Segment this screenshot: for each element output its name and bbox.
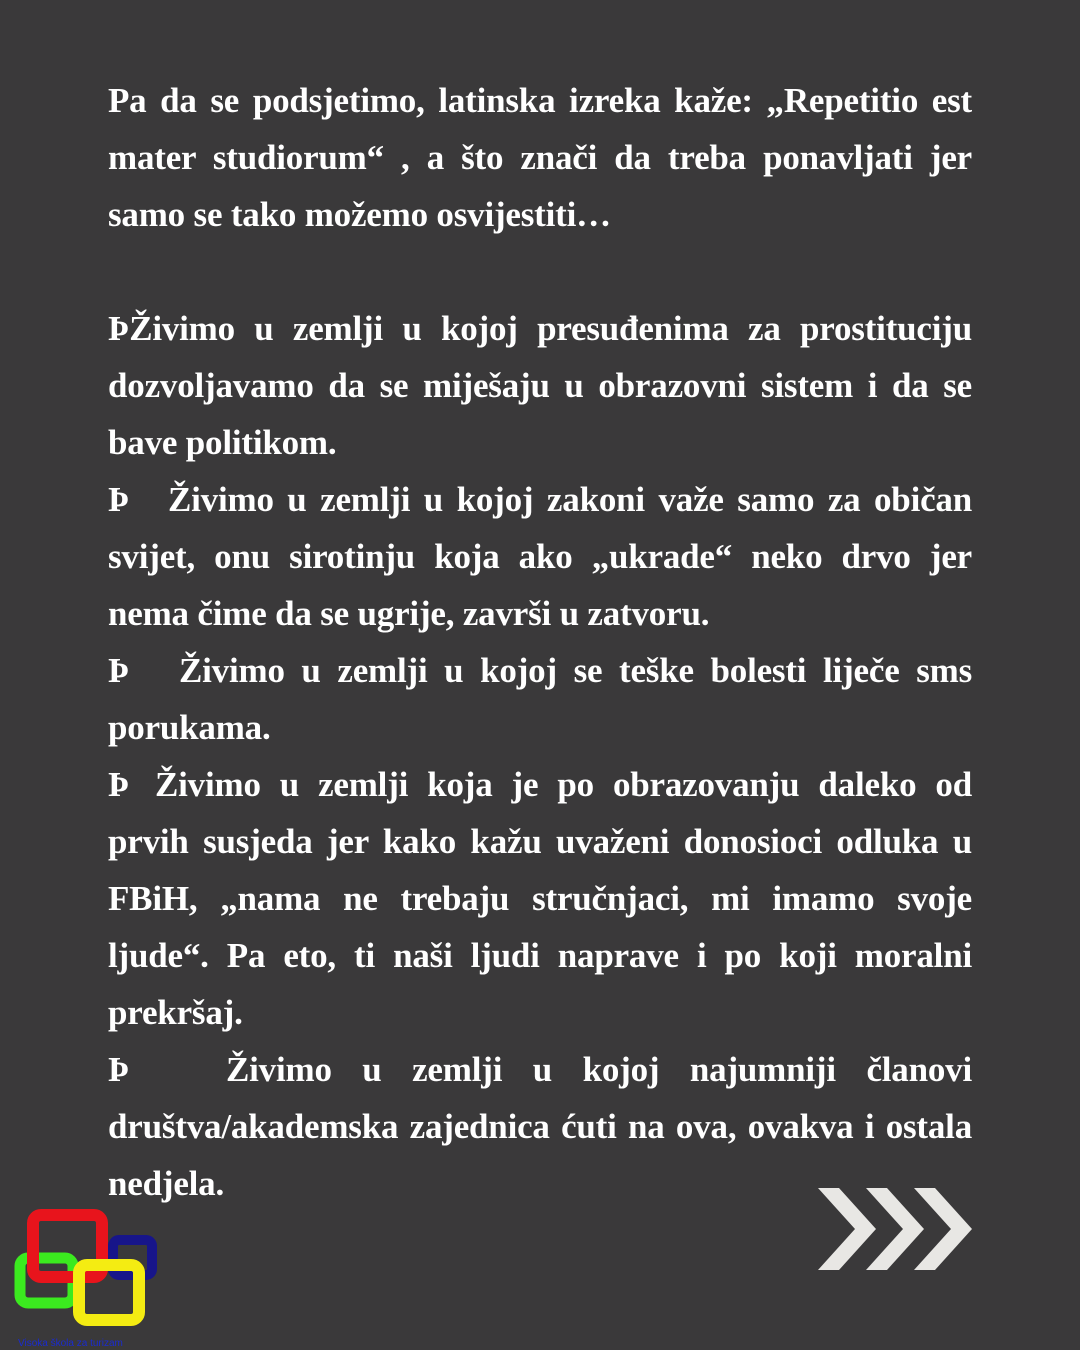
intro-paragraph: Pa da se podsjetimo, latinska izreka kaže: „Repetitio est mater studiorum“ , a što znači da treba ponavljati jer samo se tako možemo osvijestiti… bbox=[108, 81, 972, 234]
point-5 bbox=[108, 1041, 972, 1212]
article-text bbox=[108, 72, 972, 1212]
point-marker: Þ bbox=[108, 480, 130, 519]
point-marker: Þ bbox=[108, 309, 130, 348]
point-text: Živimo u zemlji koja je po obrazovanju daleko od prvih susjeda jer kako kažu uvaženi donosioci odluka u FBiH, „nama ne trebaju stručnjaci, mi imamo svoje ljude“. Pa eto, ti naši ljudi naprave i po koji moralni prekršaj. bbox=[108, 765, 972, 1032]
point-text: Živimo u zemlji u kojoj najumniji članovi društva/akademska zajednica ćuti na ova, ovakva i ostala nedjela. bbox=[108, 1050, 972, 1203]
point-text: Živimo u zemlji u kojoj se teške bolesti liječe sms porukama. bbox=[108, 651, 972, 747]
point-4 bbox=[108, 756, 972, 1041]
logo-caption: Visoka škola za turizam bbox=[18, 1338, 123, 1349]
point-marker: Þ bbox=[108, 1050, 130, 1089]
point-2 bbox=[108, 471, 972, 642]
point-marker: Þ bbox=[108, 765, 130, 804]
point-3 bbox=[108, 642, 972, 756]
chevron-right-icon bbox=[818, 1188, 876, 1270]
paragraph-spacer bbox=[108, 243, 972, 300]
point-text: Živimo u zemlji u kojoj presuđenima za prostituciju dozvoljavamo da se miješaju u obrazovni sistem i da se bave politikom. bbox=[108, 309, 972, 462]
triple-chevron-right-icon[interactable] bbox=[818, 1188, 974, 1270]
point-text: Živimo u zemlji u kojoj zakoni važe samo za običan svijet, onu sirotinju koja ako „ukrade“ neko drvo jer nema čime da se ugrije, završi u zatvoru. bbox=[108, 480, 972, 633]
point-1 bbox=[108, 300, 972, 471]
point-marker: Þ bbox=[108, 651, 130, 690]
school-logo bbox=[10, 1205, 170, 1350]
